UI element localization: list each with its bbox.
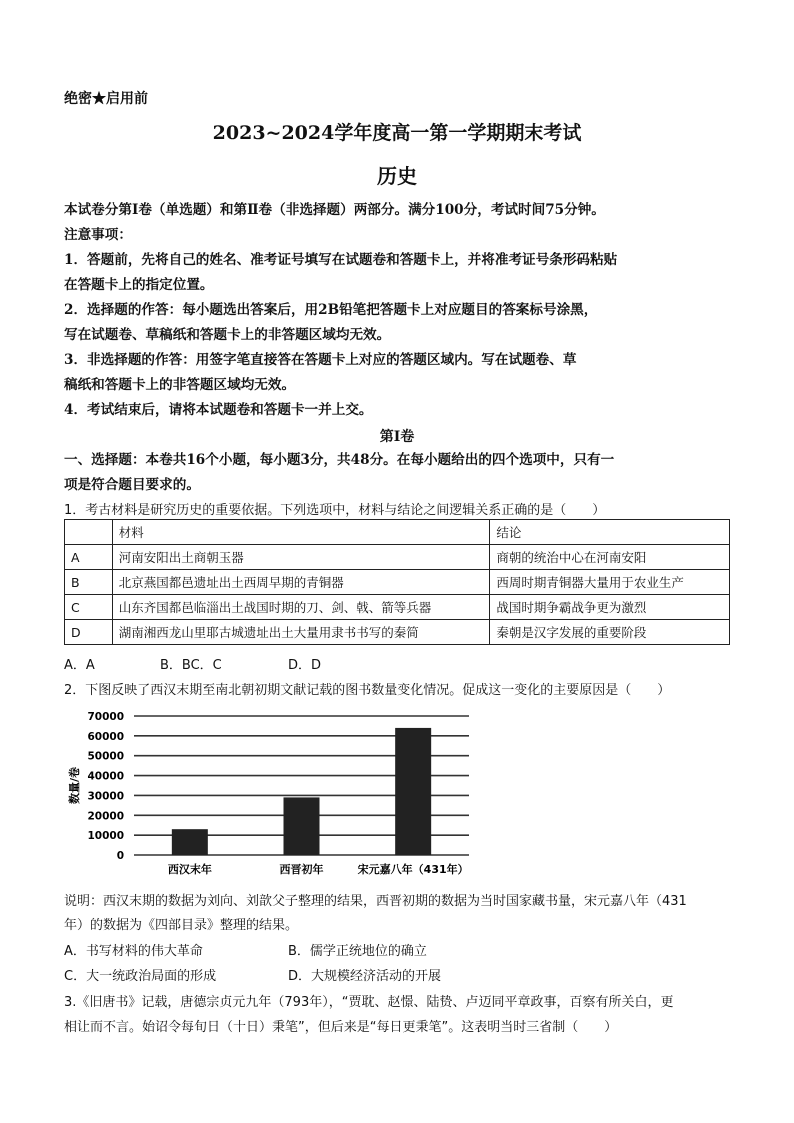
y-tick-label: 30000 [87, 790, 124, 803]
y-tick-label: 0 [116, 850, 124, 862]
x-tick-label: 宋元嘉八年（431年） [357, 863, 469, 876]
q1-table [64, 519, 730, 645]
instructions-intro: 本试卷分第Ⅰ卷（单选题）和第Ⅱ卷（非选择题）两部分。满分100分，考试时间75分钟。 [64, 202, 605, 218]
table-row [65, 545, 730, 570]
notice-line-2: 在答题卡上的指定位置。 [64, 277, 214, 293]
table-header-cell: 材料 [112, 520, 490, 545]
table-cell: 西周时期青铜器大量用于农业生产 [490, 570, 730, 595]
q2-option-a[interactable]: A．书写材料的伟大革命 [64, 944, 203, 959]
y-tick-label: 50000 [87, 750, 124, 763]
q1-option-bc[interactable]: B．BC．C [160, 658, 222, 673]
bar [395, 728, 431, 855]
table-row [65, 595, 730, 620]
notice-line-1: 1．答题前，先将自己的姓名、准考证号填写在试题卷和答题卡上，并将准考证号条形码粘贴 [64, 252, 618, 268]
chart-y-ticks [87, 711, 124, 862]
table-header-row [65, 520, 730, 545]
table-row [65, 570, 730, 595]
bar [172, 829, 208, 855]
chart-x-ticks [168, 862, 469, 876]
table-cell: 湖南湘西龙山里耶古城遗址出土大量用隶书书写的秦简 [112, 620, 490, 645]
exam-title: 2023~2024学年度高一第一学期期末考试 [212, 122, 582, 144]
table-cell: A [65, 545, 113, 570]
table-cell: 山东齐国都邑临淄出土战国时期的刀、剑、戟、箭等兵器 [112, 595, 490, 620]
y-tick-label: 10000 [87, 830, 124, 843]
notice-line-6: 稿纸和答题卡上的非答题区域均无效。 [64, 377, 296, 393]
q3-line-1: 3.《旧唐书》记载，唐德宗贞元九年（793年），“贾耽、赵憬、陆贽、卢迈同平章政事，百察有所关白，更 [64, 995, 674, 1010]
bar [284, 797, 320, 855]
table-cell: C [65, 595, 113, 620]
table-cell: B [65, 570, 113, 595]
notice-line-5: 3．非选择题的作答：用签字笔直接答在答题卡上对应的答题区域内。写在试题卷、草 [64, 352, 577, 368]
y-tick-label: 20000 [87, 810, 124, 823]
q2-option-b[interactable]: B．儒学正统地位的确立 [288, 944, 427, 959]
table-header-cell [65, 520, 113, 545]
table-cell: 商朝的统治中心在河南安阳 [490, 545, 730, 570]
q2-bar-chart [64, 700, 484, 880]
q1-stem: 1．考古材料是研究历史的重要依据。下列选项中，材料与结论之间逻辑关系正确的是（ ） [64, 503, 606, 518]
section-heading-line-2: 项是符合题目要求的。 [64, 477, 200, 493]
y-tick-label: 40000 [87, 770, 124, 783]
q2-option-c[interactable]: C．大一统政治局面的形成 [64, 969, 217, 984]
x-tick-label: 西汉末年 [167, 863, 212, 876]
q2-stem: 2．下图反映了西汉末期至南北朝初期文献记载的图书数量变化情况。促成这一变化的主要原因是（ ） [64, 683, 671, 698]
q3-line-2: 相让而不言。始诏令每旬日（十日）秉笔”，但后来是“每日更秉笔”。这表明当时三省制（ ） [64, 1020, 618, 1035]
q1-option-a[interactable]: A．A [64, 658, 95, 673]
q2-option-d[interactable]: D．大规模经济活动的开展 [288, 969, 442, 984]
x-tick-label: 西晋初年 [279, 863, 324, 876]
notice-line-3: 2．选择题的作答：每小题选出答案后，用2B铅笔把答题卡上对应题目的答案标号涂黑， [64, 302, 598, 318]
secret-label: 绝密★启用前 [64, 91, 148, 107]
notice-heading: 注意事项： [64, 227, 132, 243]
subject-title: 历史 [377, 164, 417, 188]
section-heading-line-1: 一、选择题：本卷共16个小题，每小题3分，共48分。在每小题给出的四个选项中，只有一 [64, 452, 615, 468]
table-cell: 战国时期争霸战争更为激烈 [490, 595, 730, 620]
table-cell: 河南安阳出土商朝玉器 [112, 545, 490, 570]
table-cell: 秦朝是汉字发展的重要阶段 [490, 620, 730, 645]
table-cell: D [65, 620, 113, 645]
table-cell: 北京燕国都邑遗址出土西周早期的青铜器 [112, 570, 490, 595]
q1-option-d[interactable]: D．D [288, 658, 322, 673]
q2-note-line-1: 说明：西汉末期的数据为刘向、刘歆父子整理的结果，西晋初期的数据为当时国家藏书量，宋元嘉八年（431 [64, 894, 687, 909]
table-header-cell: 结论 [490, 520, 730, 545]
q2-note-line-2: 年）的数据为《四部目录》整理的结果。 [64, 918, 299, 933]
notice-line-4: 写在试题卷、草稿纸和答题卡上的非答题区域均无效。 [64, 327, 391, 343]
table-row [65, 620, 730, 645]
notice-line-7: 4．考试结束后，请将本试题卷和答题卡一并上交。 [64, 402, 373, 418]
y-tick-label: 70000 [87, 711, 124, 723]
chart-y-axis-label: 数量/卷 [68, 766, 81, 805]
y-tick-label: 60000 [87, 730, 124, 743]
section-label: 第Ⅰ卷 [379, 429, 415, 445]
